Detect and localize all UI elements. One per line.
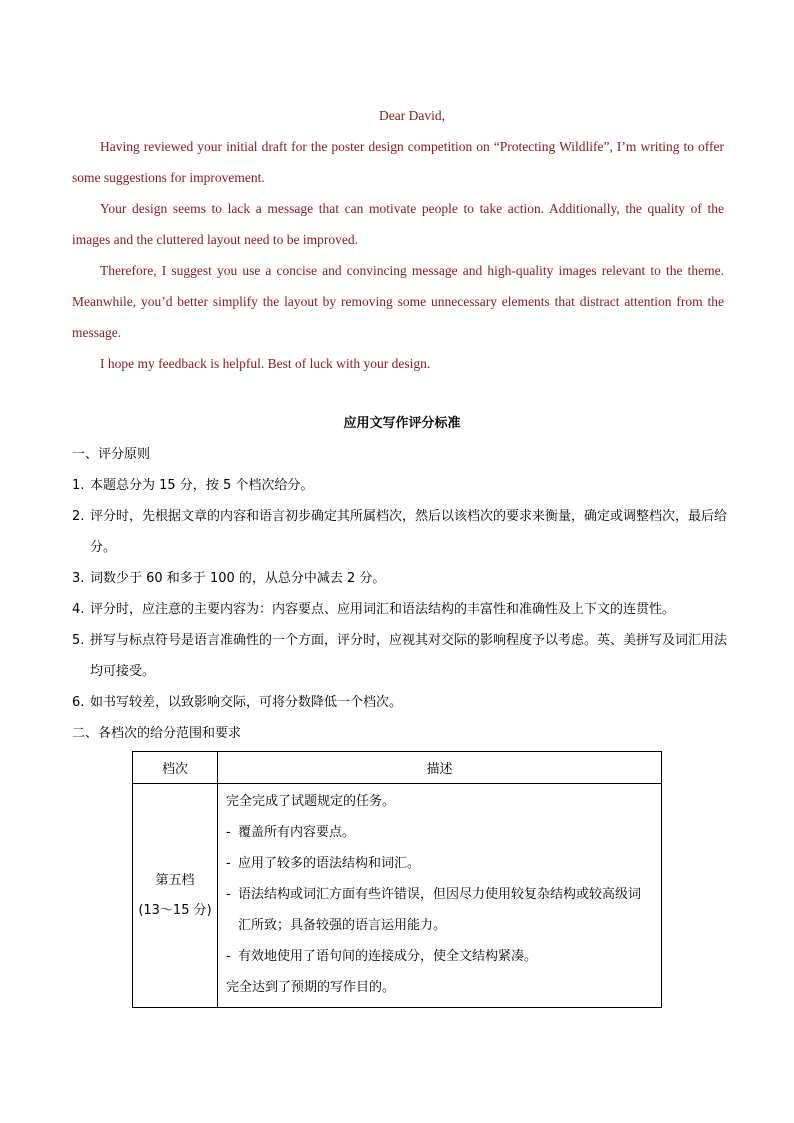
bullet-dash: - xyxy=(226,856,231,871)
bullet-text: 应用了较多的语法结构和词汇。 xyxy=(238,856,421,871)
section-title-principles: 一、评分原则 xyxy=(72,447,151,462)
letter-paragraph-1: Having reviewed your initial draft for the poster design competition on “Protecting Wildlife”, I’m writing to offer some suggestions for improvement. xyxy=(72,139,724,185)
description-bullet xyxy=(226,848,653,879)
principle-text: 评分时，应注意的主要内容为：内容要点、应用词汇和语法结构的丰富性和准确性及上下文的连贯性。 xyxy=(90,602,676,617)
scoring-heading: 应用文写作评分标准 xyxy=(343,416,461,431)
principle-text: 词数少于 60 和多于 100 的，从总分中减去 2 分。 xyxy=(90,571,386,586)
principle-number: 3. xyxy=(72,571,85,586)
level-name: 第五档 xyxy=(155,872,195,888)
principle-text: 如书写较差，以致影响交际，可将分数降低一个档次。 xyxy=(90,695,403,710)
letter-paragraph-2: Your design seems to lack a message that can motivate people to take action. Additionally, the quality of the images and the cluttered layout need to be improved. xyxy=(72,201,724,247)
description-cell xyxy=(218,784,662,1008)
level-range: (13～15 分) xyxy=(138,902,212,918)
level-cell xyxy=(133,784,218,1008)
principle-item xyxy=(72,625,732,687)
principle-number: 4. xyxy=(72,602,85,617)
bullet-dash: - xyxy=(226,887,231,902)
principle-item xyxy=(72,470,732,501)
description-bullet xyxy=(226,817,653,848)
principle-item xyxy=(72,563,732,594)
principle-number: 1. xyxy=(72,478,85,493)
letter-paragraph-3: Therefore, I suggest you use a concise and convincing message and high-quality images relevant to the theme. Meanwhile, you’d better simplify the layout by removing some unnecessary elements that distract attention from the message. xyxy=(72,263,724,340)
letter-paragraph-4: I hope my feedback is helpful. Best of luck with your design. xyxy=(100,356,431,371)
sample-letter xyxy=(72,100,724,379)
scoring-criteria xyxy=(72,408,732,749)
principle-text: 本题总分为 15 分，按 5 个档次给分。 xyxy=(90,478,314,493)
grade-table xyxy=(132,751,662,1008)
table-header-row xyxy=(133,752,662,784)
principle-text: 拼写与标点符号是语言准确性的一个方面，评分时，应视其对交际的影响程度予以考虑。英、美拼写及词汇用法均可接受。 xyxy=(90,633,728,679)
header-level: 档次 xyxy=(133,752,218,784)
bullet-text: 覆盖所有内容要点。 xyxy=(238,825,356,840)
table-row xyxy=(133,784,662,1008)
principle-item xyxy=(72,687,732,718)
principle-number: 5. xyxy=(72,633,85,648)
principle-text: 评分时，先根据文章的内容和语言初步确定其所属档次，然后以该档次的要求来衡量，确定或调整档次，最后给分。 xyxy=(90,509,728,555)
description-bullet xyxy=(226,941,653,972)
bullet-dash: - xyxy=(226,825,231,840)
bullet-text: 有效地使用了语句间的连接成分，使全文结构紧凑。 xyxy=(238,949,538,964)
principle-item xyxy=(72,501,732,563)
description-bullet xyxy=(226,879,653,941)
description-outro: 完全达到了预期的写作目的。 xyxy=(226,980,396,995)
bullet-dash: - xyxy=(226,949,231,964)
principle-number: 2. xyxy=(72,509,85,524)
principle-item xyxy=(72,594,732,625)
letter-salutation: Dear David, xyxy=(379,108,445,123)
principle-number: 6. xyxy=(72,695,85,710)
description-intro: 完全完成了试题规定的任务。 xyxy=(226,794,396,809)
section-title-levels: 二、各档次的给分范围和要求 xyxy=(72,726,242,741)
bullet-text: 语法结构或词汇方面有些许错误，但因尽力使用较复杂结构或较高级词汇所致；具备较强的语言运用能力。 xyxy=(238,887,642,933)
header-description: 描述 xyxy=(218,752,662,784)
